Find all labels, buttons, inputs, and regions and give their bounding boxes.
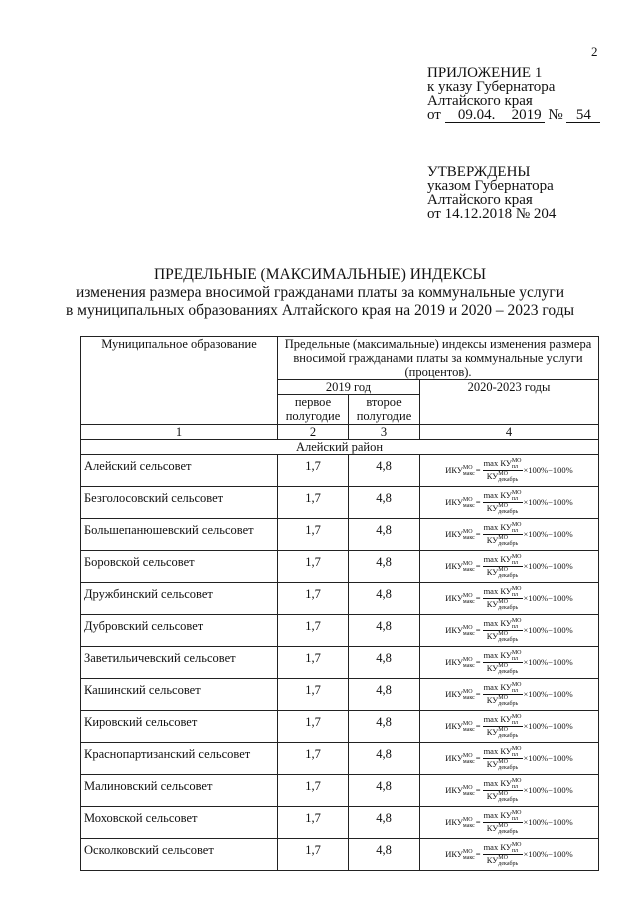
second-half-value: 4,8 [349,679,420,711]
table-row [81,519,599,551]
formula-lhs: ИКУ МО макс [445,496,475,509]
formula [423,679,595,707]
formula [423,775,595,803]
table-row [81,679,599,711]
header-municipality: Муниципальное образование [81,337,278,425]
formula-numerator: max КУ МО пл [483,649,522,662]
formula-tail: ×100%−100% [523,465,573,475]
formula-denominator: КУ МО декабрь [486,566,519,579]
table-row [81,711,599,743]
formula-eq: = [475,721,481,731]
second-half-value: 4,8 [349,647,420,679]
formula-cell [420,647,599,679]
formula-denominator: КУ МО декабрь [486,598,519,611]
formula-denominator: КУ МО декабрь [486,534,519,547]
formula-lhs: ИКУ МО макс [445,848,475,861]
formula-denominator: КУ МО декабрь [486,790,519,803]
approved-line-4: от 14.12.2018 № 204 [427,206,557,222]
municipality-name: Моховской сельсовет [81,807,278,839]
second-half-value: 4,8 [349,807,420,839]
municipality-name: Краснопартизанский сельсовет [81,743,278,775]
formula-tail: ×100%−100% [523,817,573,827]
municipality-name: Осколковский сельсовет [81,839,278,871]
appendix-number: 54 [566,108,600,123]
formula-eq: = [475,689,481,699]
formula-denominator: КУ МО декабрь [486,502,519,515]
municipality-name: Малиновский сельсовет [81,775,278,807]
formula [423,743,595,771]
table-row [81,615,599,647]
district-name: Алейский район [81,440,599,455]
formula-lhs: ИКУ МО макс [445,560,475,573]
table-row [81,775,599,807]
formula-fraction [483,618,523,643]
first-half-value: 1,7 [278,455,349,487]
formula-cell [420,743,599,775]
heading-line-3: в муниципальных образованиях Алтайского края на 2019 и 2020 – 2023 годы [65,302,574,319]
formula-fraction [483,554,523,579]
municipality-name: Безголосовский сельсовет [81,487,278,519]
formula-cell [420,679,599,711]
formula [423,487,595,515]
header-indices: Предельные (максимальные) индексы изменения размера вносимой гражданами платы за коммунальные услуги (процентов). [278,337,599,380]
formula-tail: ×100%−100% [523,721,573,731]
formula-fraction [483,522,523,547]
formula-cell [420,711,599,743]
formula-tail: ×100%−100% [523,497,573,507]
formula-tail: ×100%−100% [523,753,573,763]
appendix-from-label: от [427,107,441,123]
formula-tail: ×100%−100% [523,849,573,859]
formula-cell [420,551,599,583]
table-row [81,455,599,487]
formula-eq: = [475,785,481,795]
first-half-value: 1,7 [278,615,349,647]
formula-numerator: max КУ МО пл [483,681,522,694]
header-second-half: второе полугодие [349,395,420,425]
column-number-4: 4 [420,425,599,440]
formula-eq: = [475,657,481,667]
second-half-value: 4,8 [349,455,420,487]
formula-cell [420,487,599,519]
formula-tail: ×100%−100% [523,785,573,795]
municipality-name: Кировский сельсовет [81,711,278,743]
formula-denominator: КУ МО декабрь [486,662,519,675]
municipality-name: Большепанюшевский сельсовет [81,519,278,551]
formula-denominator: КУ МО декабрь [486,470,519,483]
formula-eq: = [475,817,481,827]
table-row [81,647,599,679]
formula-fraction [483,810,523,835]
formula-fraction [483,714,523,739]
column-number-3: 3 [349,425,420,440]
formula-numerator: max КУ МО пл [483,521,522,534]
formula-lhs: ИКУ МО макс [445,528,475,541]
formula-cell [420,455,599,487]
formula-lhs: ИКУ МО макс [445,816,475,829]
first-half-value: 1,7 [278,807,349,839]
formula [423,711,595,739]
municipality-name: Дружбинский сельсовет [81,583,278,615]
municipality-name: Кашинский сельсовет [81,679,278,711]
formula-eq: = [475,465,481,475]
first-half-value: 1,7 [278,775,349,807]
formula-cell [420,583,599,615]
formula-eq: = [475,849,481,859]
formula-numerator: max КУ МО пл [483,617,522,630]
municipality-name: Боровской сельсовет [81,551,278,583]
formula-numerator: max КУ МО пл [483,457,522,470]
second-half-value: 4,8 [349,519,420,551]
municipality-name: Заветильичевский сельсовет [81,647,278,679]
formula-lhs: ИКУ МО макс [445,784,475,797]
formula-cell [420,839,599,871]
formula-denominator: КУ МО декабрь [486,822,519,835]
formula [423,615,595,643]
appendix-line-3: Алтайского края [427,93,533,109]
table-row [81,807,599,839]
formula-denominator: КУ МО декабрь [486,694,519,707]
formula-cell [420,519,599,551]
formula [423,519,595,547]
formula-fraction [483,746,523,771]
formula-eq: = [475,529,481,539]
table-row [81,551,599,583]
page-number: 2 [591,44,598,59]
formula-lhs: ИКУ МО макс [445,656,475,669]
municipality-name: Дубровский сельсовет [81,615,278,647]
second-half-value: 4,8 [349,487,420,519]
first-half-value: 1,7 [278,679,349,711]
second-half-value: 4,8 [349,551,420,583]
first-half-value: 1,7 [278,551,349,583]
formula [423,551,595,579]
formula-fraction [483,842,523,867]
formula-numerator: max КУ МО пл [483,489,522,502]
approved-title: УТВЕРЖДЕНЫ [427,164,531,180]
formula-tail: ×100%−100% [523,625,573,635]
second-half-value: 4,8 [349,711,420,743]
header-2020-2023: 2020-2023 годы [420,380,599,425]
first-half-value: 1,7 [278,711,349,743]
formula-tail: ×100%−100% [523,529,573,539]
formula-lhs: ИКУ МО макс [445,624,475,637]
formula-denominator: КУ МО декабрь [486,758,519,771]
first-half-value: 1,7 [278,647,349,679]
second-half-value: 4,8 [349,839,420,871]
table-row [81,839,599,871]
formula-numerator: max КУ МО пл [483,809,522,822]
appendix-date-line [427,108,600,123]
approved-line-3: Алтайского края [427,192,533,208]
appendix-date: 09.04. [445,108,509,123]
formula-tail: ×100%−100% [523,689,573,699]
second-half-value: 4,8 [349,775,420,807]
heading-line-1: ПРЕДЕЛЬНЫЕ (МАКСИМАЛЬНЫЕ) ИНДЕКСЫ [153,266,487,283]
indices-table [80,336,599,871]
formula-fraction [483,490,523,515]
second-half-value: 4,8 [349,583,420,615]
formula-lhs: ИКУ МО макс [445,720,475,733]
formula-eq: = [475,561,481,571]
formula-eq: = [475,625,481,635]
formula-numerator: max КУ МО пл [483,713,522,726]
heading-line-2: изменения размера вносимой гражданами платы за коммунальные услуги [75,284,564,301]
column-number-1: 1 [81,425,278,440]
column-number-2: 2 [278,425,349,440]
formula [423,647,595,675]
table-row [81,743,599,775]
appendix-year: 2019 [509,108,545,123]
formula-cell [420,807,599,839]
formula-lhs: ИКУ МО макс [445,752,475,765]
appendix-line-2: к указу Губернатора [427,79,556,95]
second-half-value: 4,8 [349,743,420,775]
second-half-value: 4,8 [349,615,420,647]
formula-tail: ×100%−100% [523,657,573,667]
formula [423,839,595,867]
table-row [81,487,599,519]
formula-fraction [483,586,523,611]
formula-fraction [483,650,523,675]
first-half-value: 1,7 [278,487,349,519]
formula-eq: = [475,753,481,763]
formula-numerator: max КУ МО пл [483,553,522,566]
formula-cell [420,615,599,647]
appendix-block [427,66,600,123]
formula-denominator: КУ МО декабрь [486,630,519,643]
formula-eq: = [475,497,481,507]
formula [423,583,595,611]
formula-lhs: ИКУ МО макс [445,688,475,701]
formula-eq: = [475,593,481,603]
first-half-value: 1,7 [278,519,349,551]
formula-denominator: КУ МО декабрь [486,726,519,739]
formula-tail: ×100%−100% [523,561,573,571]
formula-numerator: max КУ МО пл [483,585,522,598]
formula-tail: ×100%−100% [523,593,573,603]
formula-lhs: ИКУ МО макс [445,592,475,605]
document-heading [0,266,640,320]
formula-fraction [483,778,523,803]
formula-cell [420,775,599,807]
first-half-value: 1,7 [278,583,349,615]
formula-lhs: ИКУ МО макс [445,464,475,477]
formula [423,807,595,835]
header-first-half: первое полугодие [278,395,349,425]
first-half-value: 1,7 [278,839,349,871]
formula-numerator: max КУ МО пл [483,841,522,854]
formula-numerator: max КУ МО пл [483,745,522,758]
formula-fraction [483,458,523,483]
appendix-title: ПРИЛОЖЕНИЕ 1 [427,65,543,81]
first-half-value: 1,7 [278,743,349,775]
approved-line-2: указом Губернатора [427,178,554,194]
formula-numerator: max КУ МО пл [483,777,522,790]
municipality-name: Алейский сельсовет [81,455,278,487]
header-2019: 2019 год [278,380,420,395]
formula [423,455,595,483]
table-row [81,583,599,615]
formula-denominator: КУ МО декабрь [486,854,519,867]
formula-fraction [483,682,523,707]
approved-block [427,165,556,221]
appendix-number-label: № [548,107,563,123]
